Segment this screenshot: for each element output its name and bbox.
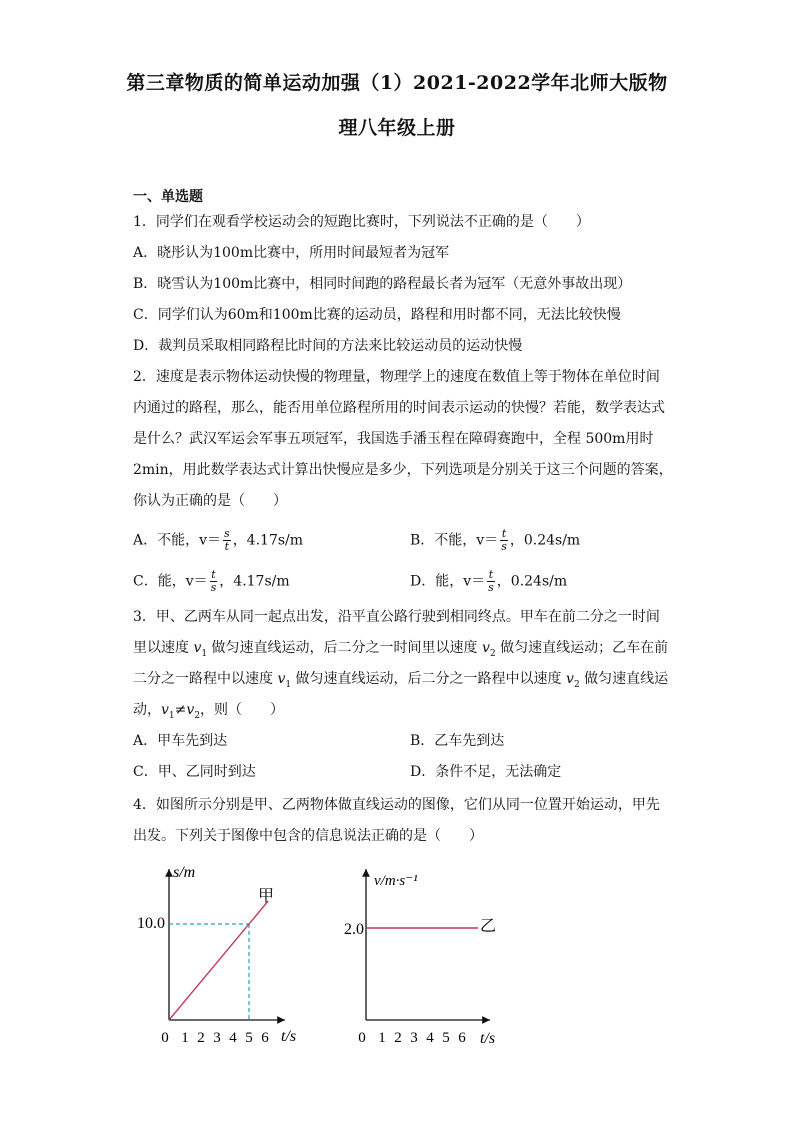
x-tick-label: 5: [442, 1030, 450, 1046]
q2-option-d: D．能，v＝ $\frac{t}{s}$ ，0.24s/m: [410, 568, 568, 594]
q2-stem-line3: 是什么？武汉军运会军事五项冠军，我国选手潘玉程在障碍赛跑中，全程 500m用时: [133, 431, 654, 447]
x-axis-label: t/s: [480, 1030, 496, 1047]
page-title-line2: 理八年级上册: [338, 117, 456, 139]
y-tick-label: 2.0: [344, 921, 364, 938]
q1-option-c: C．同学们认为60m和100m比赛的运动员，路程和用时都不同，无法比较快慢: [133, 307, 621, 323]
q2-stem-line2: 内通过的路程，那么，能否用单位路程所用的时间表示运动的快慢？若能，数学表达式: [133, 400, 665, 416]
series-jia-line: [169, 901, 268, 1020]
chart-jia-st: [125, 855, 310, 1050]
x-tick-label: 3: [213, 1030, 221, 1046]
x-tick-label: 3: [410, 1030, 418, 1046]
x-tick-label: 2: [197, 1030, 205, 1046]
q2-option-a: A．不能，v＝ $\frac{s}{t}$ ，4.17s/m: [133, 527, 304, 553]
y-axis-label: v/m·s⁻¹: [374, 873, 418, 889]
q1-option-b: B．晓雪认为100m比赛中，相同时间跑的路程最长者为冠军（无意外事故出现）: [133, 276, 632, 292]
q4-stem-line2: 出发。下列关于图像中包含的信息说法正确的是（ ）: [133, 828, 483, 844]
x-tick-label: 0: [358, 1030, 366, 1046]
x-tick-label: 1: [181, 1030, 189, 1046]
q3-option-b: B．乙车先到达: [410, 733, 505, 749]
x-tick-label: 4: [229, 1030, 237, 1046]
x-tick-label: 6: [458, 1030, 466, 1046]
q2-stem-line1: 2．速度是表示物体运动快慢的物理量，物理学上的速度在数值上等于物体在单位时间: [133, 369, 660, 385]
q1-option-d: D．裁判员采取相同路程比时间的方法来比较运动员的运动快慢: [133, 338, 523, 354]
x-tick-label: 1: [378, 1030, 386, 1046]
y-axis-label: s/m: [173, 864, 196, 881]
x-tick-label: 0: [161, 1030, 169, 1046]
q2-option-c: C．能，v＝ $\frac{t}{s}$ ，4.17s/m: [133, 568, 290, 594]
q3-stem-line2: 里以速度 $v_1$ 做匀速直线运动，后二分之一时间里以速度 $v_2$ 做匀速直线运动；乙车在前: [133, 640, 669, 659]
q2-stem-line5: 你认为正确的是（ ）: [133, 493, 287, 509]
page-title-line1: 第三章物质的简单运动加强（1）2021-2022学年北师大版物: [126, 72, 668, 94]
q1-option-a: A．晓彤认为100m比赛中，所用时间最短者为冠军: [133, 245, 450, 261]
q3-stem-line3: 二分之一路程中以速度 $v_1$ 做匀速直线运动，后二分之一路程中以速度 $v_2$ 做匀速直线运: [133, 671, 669, 690]
series-jia-label: 甲: [258, 888, 275, 905]
y-tick-label: 10.0: [137, 915, 165, 932]
x-tick-label: 5: [245, 1030, 253, 1046]
q2-option-b: B．不能，v＝ $\frac{t}{s}$ ，0.24s/m: [410, 527, 581, 553]
q2-stem-line4: 2min，用此数学表达式计算出快慢应是多少，下列选项是分别关于这三个问题的答案，: [133, 462, 673, 478]
series-yi-label: 乙: [480, 918, 497, 935]
q3-stem-line1: 3．甲、乙两车从同一起点出发，沿平直公路行驶到相同终点。甲车在前二分之一时间: [133, 609, 660, 625]
x-tick-label: 2: [394, 1030, 402, 1046]
q4-stem-line1: 4．如图所示分别是甲、乙两物体做直线运动的图像，它们从同一位置开始运动，甲先: [133, 797, 660, 813]
x-tick-label: 4: [426, 1030, 434, 1046]
q3-option-c: C．甲、乙同时到达: [133, 764, 256, 780]
q3-stem-line4: 动，$v_1\ne v_2$，则（ ）: [133, 702, 285, 721]
q3-option-a: A．甲车先到达: [133, 733, 228, 749]
chart-yi-vt: [330, 855, 520, 1050]
x-tick-label: 6: [261, 1030, 269, 1046]
x-axis-label: t/s: [281, 1028, 297, 1045]
section-heading: 一、单选题: [133, 189, 203, 205]
q3-option-d: D．条件不足，无法确定: [410, 764, 562, 780]
q1-stem: 1．同学们在观看学校运动会的短跑比赛时，下列说法不正确的是（ ）: [133, 214, 590, 230]
